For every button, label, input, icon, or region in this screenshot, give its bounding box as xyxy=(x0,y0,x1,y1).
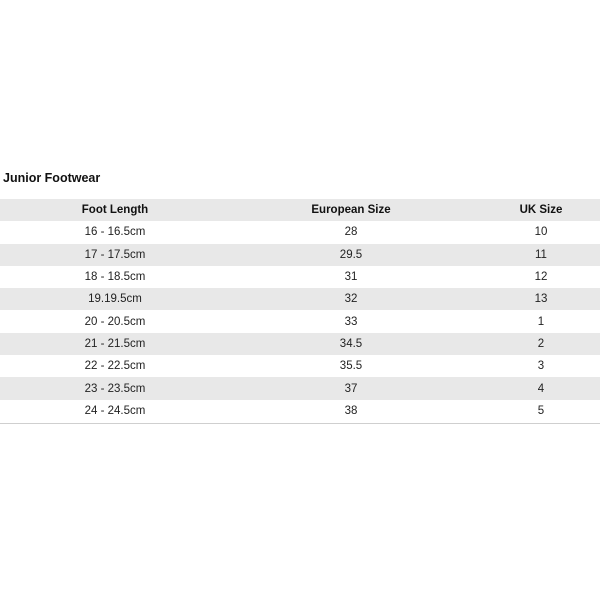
table-row xyxy=(0,288,600,310)
cell-european-size: 35.5 xyxy=(339,360,363,373)
cell-uk-size: 5 xyxy=(537,404,545,417)
cell-european-size: 33 xyxy=(344,315,358,328)
cell-european-size: 31 xyxy=(344,271,358,284)
cell-foot-length: 16 - 16.5cm xyxy=(84,226,146,239)
cell-european-size: 34.5 xyxy=(232,333,482,355)
cell-foot-length: 23 - 23.5cm xyxy=(0,377,232,399)
table-bottom-divider xyxy=(0,423,600,424)
cell-foot-length: 22 - 22.5cm xyxy=(84,360,146,373)
cell-uk-size: 12 xyxy=(534,271,548,284)
header-uk-size: UK Size xyxy=(482,199,600,221)
cell-european-size: 37 xyxy=(232,377,482,399)
table-row xyxy=(0,355,600,377)
table-row xyxy=(0,333,600,355)
cell-european-size: 38 xyxy=(344,404,358,417)
cell-foot-length: 21 - 21.5cm xyxy=(0,333,232,355)
cell-foot-length: 24 - 24.5cm xyxy=(84,404,146,417)
table-row xyxy=(0,266,600,288)
table-row xyxy=(0,377,600,399)
table-row xyxy=(0,244,600,266)
cell-foot-length: 20 - 20.5cm xyxy=(84,315,146,328)
table-row xyxy=(0,221,600,243)
page-title: Junior Footwear xyxy=(3,171,101,185)
cell-uk-size: 2 xyxy=(482,333,600,355)
cell-uk-size: 10 xyxy=(534,226,548,239)
cell-foot-length: 19.19.5cm xyxy=(0,288,232,310)
cell-european-size: 32 xyxy=(232,288,482,310)
cell-uk-size: 1 xyxy=(537,315,545,328)
cell-foot-length: 18 - 18.5cm xyxy=(84,271,146,284)
cell-uk-size: 4 xyxy=(482,377,600,399)
cell-european-size: 28 xyxy=(344,226,358,239)
cell-uk-size: 13 xyxy=(482,288,600,310)
header-foot-length: Foot Length xyxy=(0,199,232,221)
table-row xyxy=(0,400,600,422)
cell-uk-size: 3 xyxy=(537,360,545,373)
cell-uk-size: 11 xyxy=(482,244,600,266)
cell-european-size: 29.5 xyxy=(232,244,482,266)
cell-foot-length: 17 - 17.5cm xyxy=(0,244,232,266)
header-european-size: European Size xyxy=(232,199,482,221)
table-header-row xyxy=(0,199,600,221)
size-chart-table xyxy=(0,199,600,422)
table-row xyxy=(0,310,600,332)
